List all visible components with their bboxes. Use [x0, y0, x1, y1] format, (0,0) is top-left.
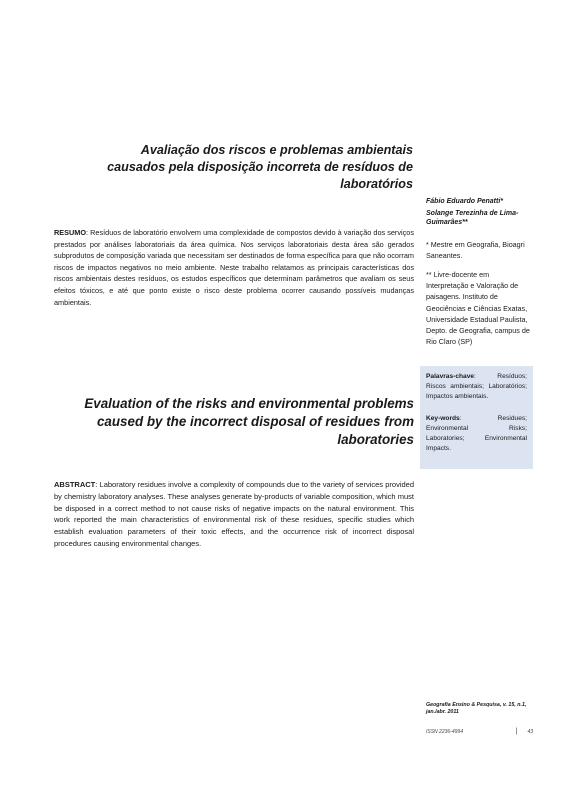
- keywords-english: [426, 414, 527, 453]
- author-2-affiliation: ** Livre-docente em Interpretação e Valoração de paisagens. Instituto de Geociências e Ciências Exatas, Universidade Estadual Paulista, Depto. de Geografia, campus de Rio Claro (SP): [426, 269, 530, 347]
- keywords-portuguese: [426, 372, 527, 401]
- keywords-pt-label: Palavras-chave: [426, 373, 475, 380]
- abstract-label: ABSTRACT: [54, 480, 96, 489]
- keywords-en-label: Key-words: [426, 415, 460, 423]
- resumo-paragraph: [54, 227, 414, 308]
- footer-issn-line: [426, 728, 533, 735]
- abstract-paragraph: [54, 479, 414, 550]
- article-title-english: Evaluation of the risks and environmental problems caused by the incorrect disposal of residues from laboratories: [84, 396, 414, 447]
- author-2-name: Solange Terezinha de Lima-Guimarães**: [426, 209, 519, 226]
- abstract-text: : Laboratory residues involve a complexity of compounds due to the variety of services provided by chemistry laboratory analyses. These analyses generate by-products of variable composition, which must be disposed in a correct method to not cause risks of negative impacts on the natural environment. This work reported the main characteristics of environmental risk of these residues, specific studies which establish evaluation parameters of their toxic effects, and the occurrence risk of incorrect disposal procedures causing environmental changes.: [54, 480, 414, 548]
- page-number: 43: [527, 728, 533, 735]
- resumo-text: : Resíduos de laboratório envolvem uma complexidade de compostos devido à variação dos serviços prestados por análises laboratoriais da área química. Nos serviços laboratoriais desta área são gerados subprodutos de composição variada que necessitam ser destinados de forma específica para que não ocorram riscos de impactos negativos no meio ambiente. Neste trabalho relatamos as principais características dos riscos ambientais destes resíduos, os estudos específicos que determinam parâmetros que avaliam os seus efeitos tóxicos, e até que ponto existe o risco deste problema ocorrer causando possíveis mudanças ambientais.: [54, 228, 414, 307]
- authors-column: [426, 197, 533, 355]
- keywords-box: [420, 366, 533, 469]
- keywords-en-values: : Residues; Environmental Risks; Laboratories; Environmental Impacts.: [426, 415, 527, 452]
- author-1-name: Fábio Eduardo Penatti*: [426, 198, 504, 205]
- resumo-label: RESUMO: [54, 228, 87, 237]
- author-1-affiliation: * Mestre em Geografia, Bioagri Saneantes.: [426, 239, 525, 260]
- issn: ISSN 2236-4994: [426, 728, 463, 735]
- article-title-portuguese: Avaliação dos riscos e problemas ambientais causados pela disposição incorreta de resíduos de laboratórios: [107, 143, 413, 191]
- keywords-pt-values: : Resíduos; Riscos ambientais; Laboratórios; Impactos ambientais.: [426, 373, 527, 400]
- journal-citation: Geografia Ensino & Pesquisa, v. 15, n.1, jan./abr. 2011: [426, 702, 527, 715]
- footer-separator: |: [515, 728, 518, 735]
